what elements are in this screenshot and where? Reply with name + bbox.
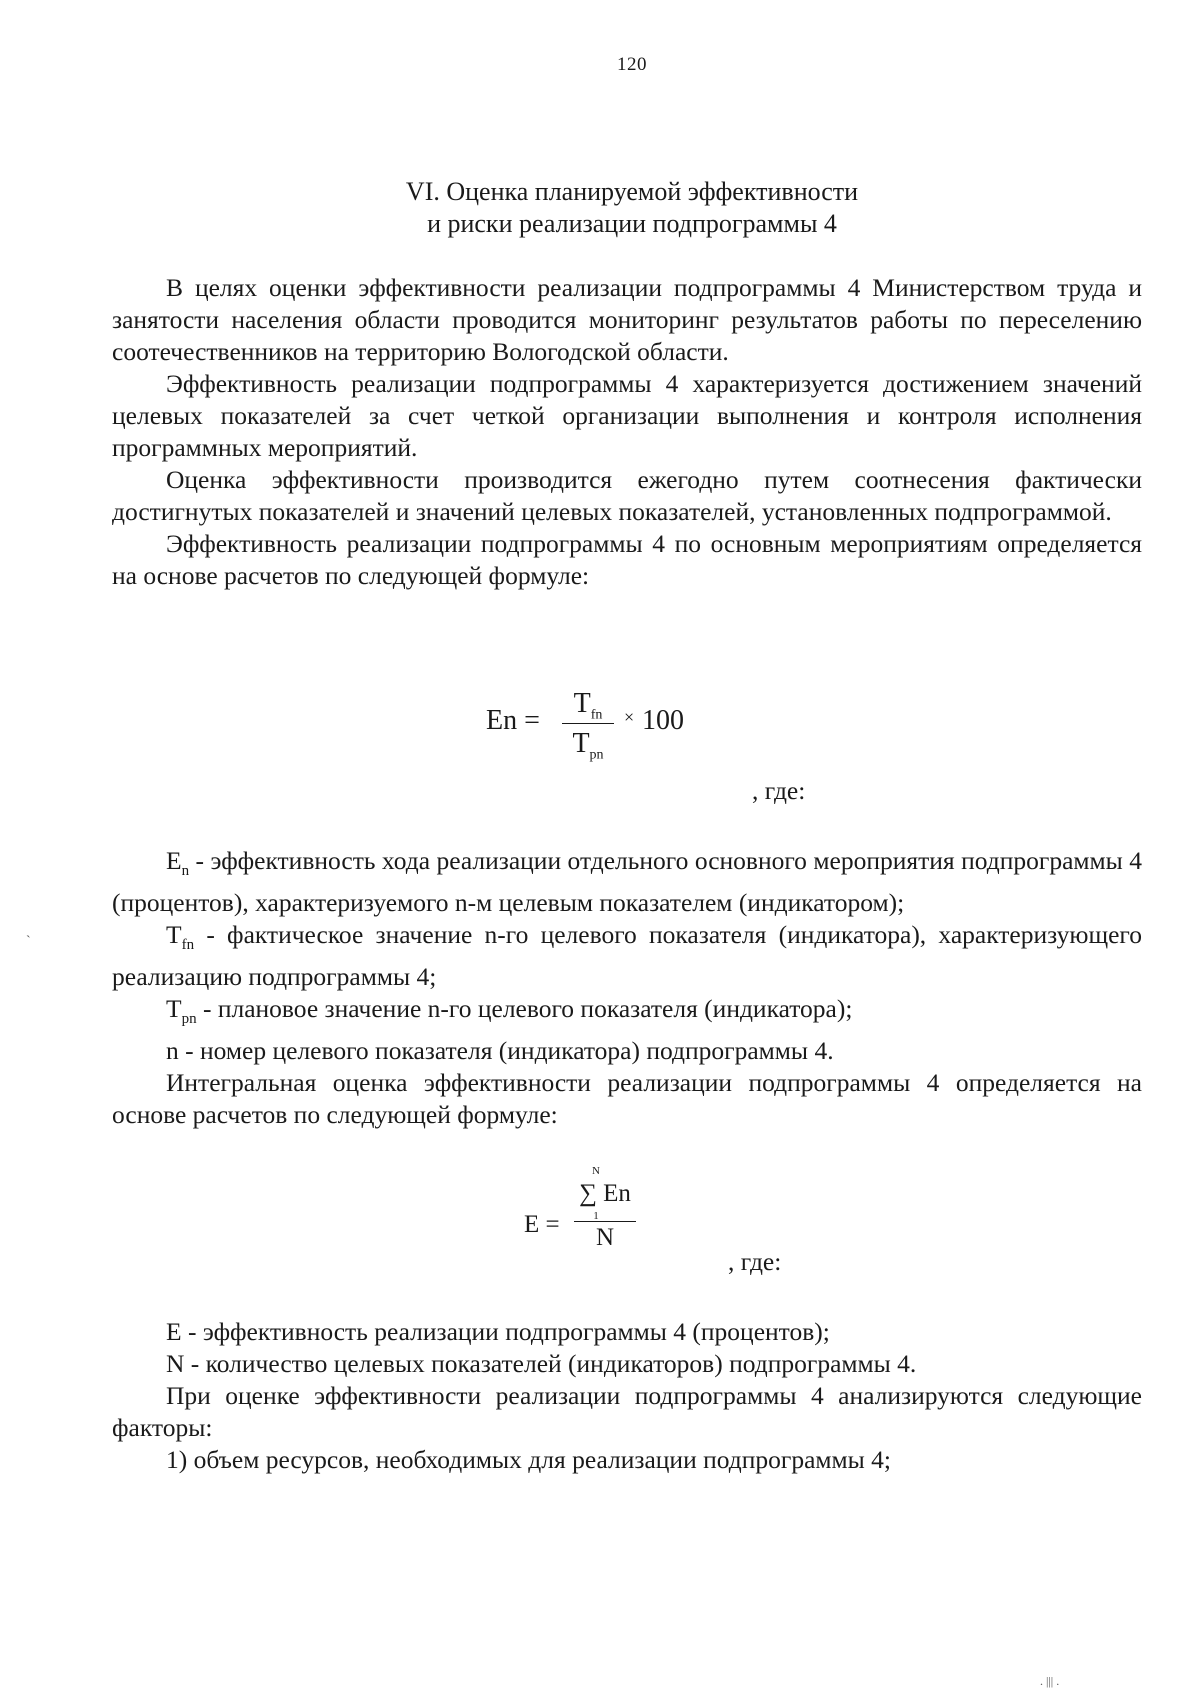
formula-lhs: E = bbox=[524, 1211, 560, 1238]
section-heading bbox=[0, 176, 1200, 240]
list-item: 1) объем ресурсов, необходимых для реализации подпрограммы 4; bbox=[166, 1445, 892, 1474]
scan-speck: ` bbox=[26, 934, 31, 949]
sum-lower-limit: 1 bbox=[593, 1210, 599, 1222]
scan-speck: . ||| . bbox=[1040, 1674, 1060, 1688]
formula-multiplier: 100 bbox=[642, 705, 684, 736]
multiply-sign: × bbox=[624, 707, 635, 727]
paragraph: Оценка эффективности производится ежегодно путем соотнесения фактически достигнутых показателей и значений целевых показателей, установленных подпрограммой. bbox=[112, 465, 1142, 526]
paragraph: В целях оценки эффективности реализации подпрограммы 4 Министерством труда и занятости населения области проводится мониторинг результатов работы по переселению соотечественников на территорию Вологодской области. bbox=[112, 273, 1142, 366]
definition-item: $E_n$ - эффективность хода реализации отдельного основного мероприятия подпрограммы 4 (процентов), характеризуемого n-м целевым показателем (индикатором); bbox=[112, 846, 1142, 918]
integral-formula bbox=[524, 1165, 644, 1265]
efficiency-formula bbox=[486, 685, 706, 775]
formula-fraction bbox=[574, 1165, 636, 1252]
definitions-block bbox=[112, 845, 1142, 1131]
formula-numerator: $T_{fn}$ bbox=[573, 688, 603, 723]
sum-upper-limit: N bbox=[592, 1165, 600, 1177]
definition-item: $T_{pn}$ - плановое значение n-го целевого показателя (индикатора); bbox=[166, 994, 853, 1028]
definition-item: E - эффективность реализации подпрограммы 4 (процентов); bbox=[166, 1317, 830, 1346]
closing-block bbox=[112, 1316, 1142, 1476]
page-number: 120 bbox=[617, 54, 647, 75]
formula-denominator: N bbox=[595, 1224, 615, 1251]
definition-item: $T_{fn}$ - фактическое значение n-го целевого показателя (индикатора), характеризующего реализацию подпрограммы 4; bbox=[112, 920, 1142, 992]
formula-fraction bbox=[562, 685, 614, 762]
definition-item: N - количество целевых показателей (индикаторов) подпрограммы 4. bbox=[166, 1349, 917, 1378]
intro-paragraphs bbox=[112, 272, 1142, 592]
paragraph: Эффективность реализации подпрограммы 4 по основным мероприятиям определяется на основе расчетов по следующей формуле: bbox=[112, 529, 1142, 590]
definition-item: n - номер целевого показателя (индикатора) подпрограммы 4. bbox=[166, 1036, 834, 1066]
paragraph: Интегральная оценка эффективности реализации подпрограммы 4 определяется на основе расчетов по следующей формуле: bbox=[112, 1068, 1142, 1130]
paragraph: Эффективность реализации подпрограммы 4 характеризуется достижением значений целевых показателей за счет четкой организации выполнения и контроля исполнения программных мероприятий. bbox=[112, 369, 1142, 462]
formula-lhs: En = bbox=[486, 705, 540, 736]
paragraph: При оценке эффективности реализации подпрограммы 4 анализируются следующие факторы: bbox=[112, 1381, 1142, 1442]
heading-line-1: VI. Оценка планируемой эффективности bbox=[405, 177, 859, 206]
sum-expression: ∑ En bbox=[579, 1180, 631, 1207]
formula-where-label: , где: bbox=[752, 776, 806, 805]
formula-denominator: $T_{pn}$ bbox=[572, 728, 604, 763]
heading-line-2: и риски реализации подпрограммы 4 bbox=[427, 209, 837, 238]
formula-where-label: , где: bbox=[728, 1247, 782, 1276]
